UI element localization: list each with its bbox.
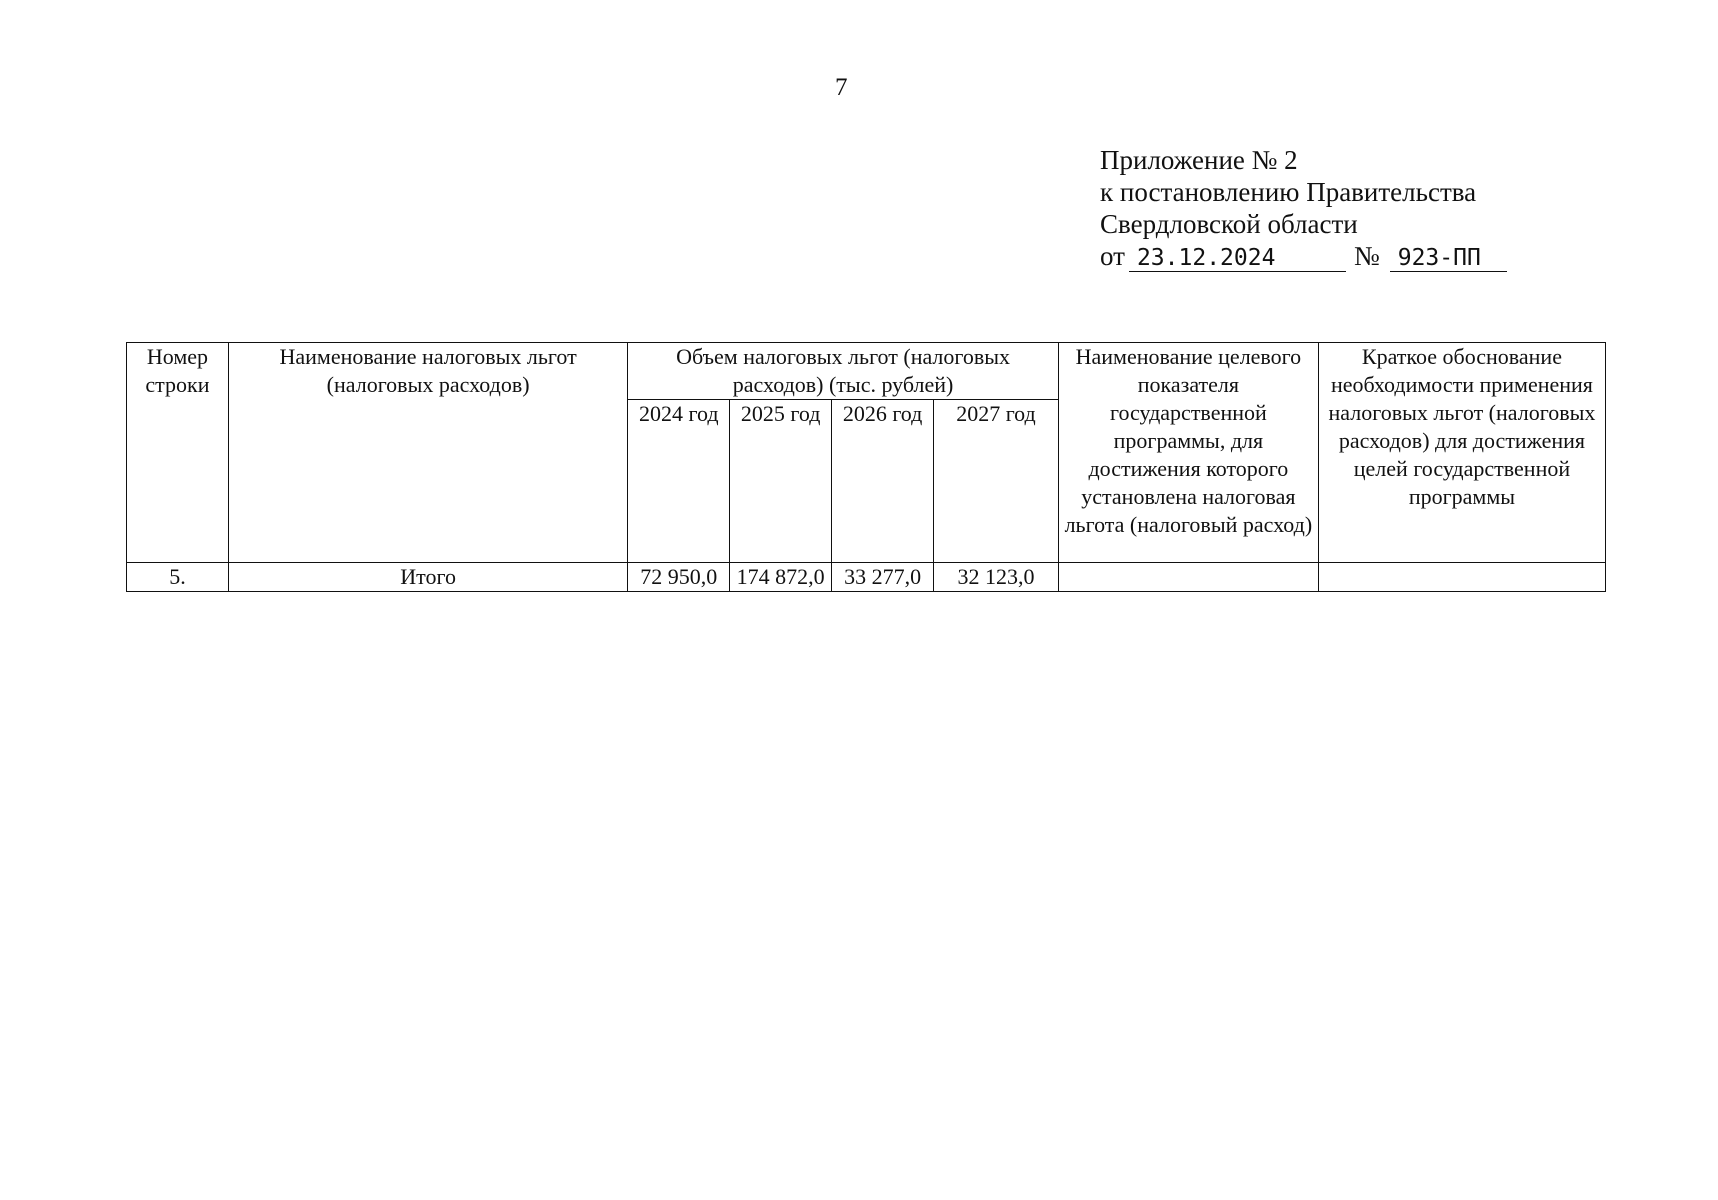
table-row [127,563,1606,592]
cell-target-indicator [1058,563,1318,592]
header-benefit-name: Наименование налоговых льгот (налоговых расходов) [228,343,627,563]
table-header-row [127,343,1606,400]
header-volume: Объем налоговых льгот (налоговых расходов) (тыс. рублей) [628,343,1059,400]
decree-number: 923-ПП [1390,245,1507,272]
tax-benefits-table [126,342,1606,592]
cell-value-2027: 32 123,0 [934,563,1059,592]
decree-date: 23.12.2024 [1129,245,1346,272]
appendix-date-number-line [1100,240,1507,272]
appendix-region-line: Свердловской области [1100,209,1358,239]
header-year-2025: 2025 год [730,400,832,563]
header-year-2024: 2024 год [628,400,730,563]
header-row-number: Номер строки [127,343,229,563]
cell-value-2024: 72 950,0 [628,563,730,592]
page-number: 7 [835,74,848,101]
header-year-2027: 2027 год [934,400,1059,563]
cell-value-2026: 33 277,0 [832,563,934,592]
cell-justification [1318,563,1605,592]
appendix-decree-line: к постановлению Правительства [1100,177,1477,207]
header-year-2026: 2026 год [832,400,934,563]
date-prefix: от [1100,241,1125,271]
header-target-indicator: Наименование целевого показателя государственной программы, для достижения которого установлена налоговая льгота (налоговый расход) [1058,343,1318,563]
appendix-block [1100,144,1507,272]
cell-value-2025: 174 872,0 [730,563,832,592]
header-justification: Краткое обоснование необходимости применения налоговых льгот (налоговых расходов) для достижения целей государственной программы [1318,343,1605,563]
appendix-title: Приложение № 2 [1100,145,1298,175]
number-prefix: № [1353,241,1380,271]
cell-row-number: 5. [127,563,229,592]
cell-benefit-name: Итого [228,563,627,592]
